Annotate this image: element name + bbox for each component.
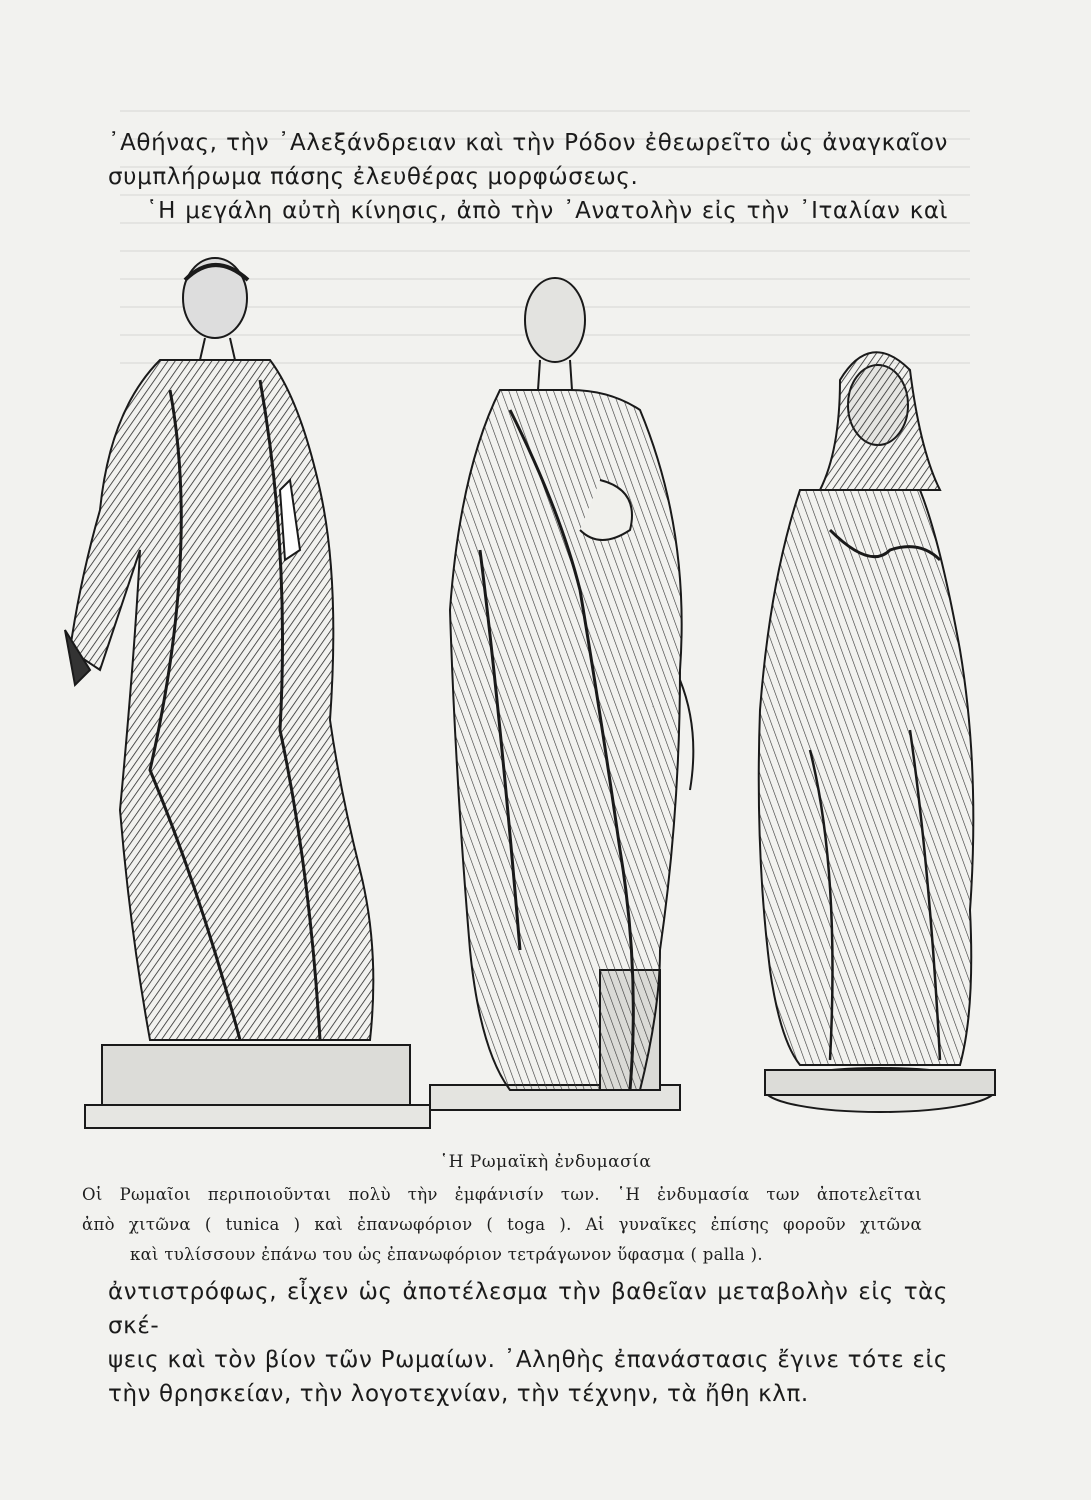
- paragraph-line: ἀντιστρόφως, εἶχεν ὡς ἀποτέλεσμα τὴν βαθεῖαν μεταβολὴν εἰς τὰς σκέ-: [108, 1279, 948, 1339]
- caption-line: καὶ τυλίσσουν ἐπάνω του ὡς ἐπανωφόριον τετράγωνον ὕφασμα ( palla ).: [130, 1245, 763, 1264]
- statue-right: [759, 352, 995, 1112]
- statue-middle: [430, 278, 693, 1110]
- statues-engraving: [40, 250, 1050, 1140]
- paragraph-line: τὴν θρησκείαν, τὴν λογοτεχνίαν, τὴν τέχνην, τὰ ἤθη κλπ.: [108, 1381, 809, 1407]
- paragraph-line: ῾Η μεγάλη αὐτὴ κίνησις, ἀπὸ τὴν ᾿Ανατολὴν εἰς τὴν ᾿Ιταλίαν καὶ: [146, 198, 948, 224]
- paragraph-line: ᾿Αθήνας, τὴν ᾿Αλεξάνδρειαν καὶ τὴν Ρόδον ἐθεωρεῖτο ὡς ἀναγκαῖον: [108, 130, 948, 156]
- paragraph-line: ψεις καὶ τὸν βίον τῶν Ρωμαίων. ᾿Αληθὴς ἐπανάστασις ἔγινε τότε εἰς: [108, 1347, 948, 1373]
- figure-caption-title: ῾Η Ρωμαϊκὴ ἐνδυμασία: [439, 1152, 652, 1172]
- caption-line: Οἱ Ρωμαῖοι περιποιοῦνται πολὺ τὴν ἐμφάνισίν των. ῾Η ἐνδυμασία των ἀποτελεῖται: [82, 1185, 922, 1204]
- top-paragraph: [108, 126, 948, 228]
- paragraph-line: συμπλήρωμα πάσης ἐλευθέρας μορφώσεως.: [108, 164, 639, 190]
- caption-line: ἀπὸ χιτῶνα ( tunica ) καὶ ἐπανωφόριον ( toga ). Αἱ γυναῖκες ἐπίσης φοροῦν χιτῶνα: [82, 1215, 922, 1234]
- roman-statues-illustration: [40, 250, 1050, 1140]
- statue-left: [65, 258, 430, 1128]
- figure-caption: [82, 1180, 922, 1270]
- bottom-paragraph: [108, 1275, 948, 1411]
